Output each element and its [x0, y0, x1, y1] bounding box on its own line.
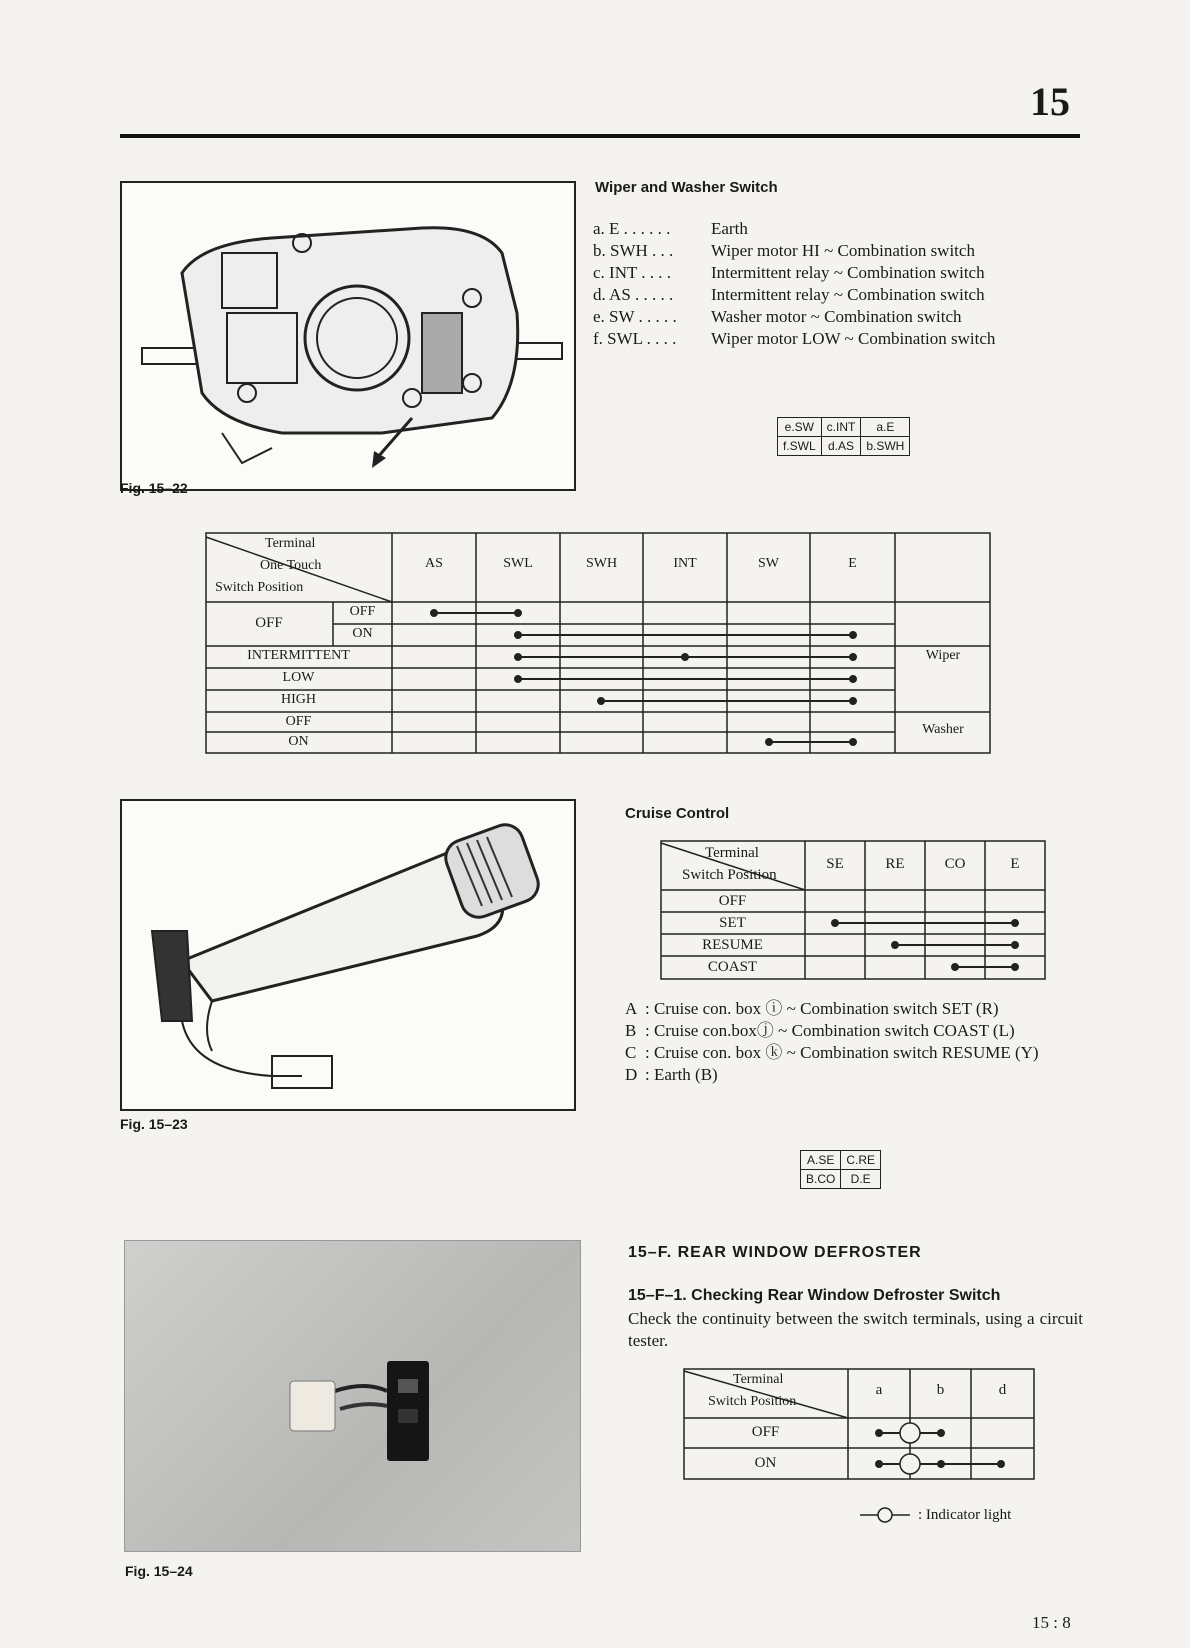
wiper-legend — [593, 218, 995, 350]
defroster-body: Check the continuity between the switch terminals, using a circuit tester. — [628, 1309, 1083, 1350]
column-header: SWL — [503, 556, 533, 571]
header-switch-position: Switch Position — [708, 1394, 797, 1409]
indicator-legend — [860, 1505, 1011, 1525]
figure-combination-switch — [120, 181, 576, 491]
column-header: AS — [425, 556, 443, 571]
column-header: E — [1010, 856, 1020, 872]
column-header: INT — [673, 556, 697, 571]
row-label-off-off: OFF — [349, 604, 376, 619]
page-number: 15 : 8 — [1032, 1613, 1071, 1632]
connector-pin: f.SWL — [778, 437, 822, 456]
figure-caption: Fig. 15–23 — [120, 1116, 188, 1132]
note-text: : Cruise con. box ⓘ ~ Combination switch SET (R) — [645, 999, 999, 1018]
cruise-section-title: Cruise Control — [625, 805, 730, 822]
row-label-intermittent: INTERMITTENT — [247, 648, 350, 663]
column-header: SW — [758, 556, 779, 571]
indicator-legend-text: : Indicator light — [918, 1506, 1012, 1523]
column-header: d — [998, 1382, 1007, 1398]
note-row — [625, 1020, 1085, 1042]
wiper-connector — [777, 417, 910, 456]
header-rule — [120, 134, 1080, 138]
row-label: RESUME — [702, 937, 763, 953]
header-switch-position: Switch Position — [215, 580, 304, 595]
indicator-light-icon — [860, 1505, 910, 1525]
group-label-washer: Washer — [922, 722, 964, 737]
wiper-continuity-table — [205, 532, 991, 754]
legend-key: b. SWH . . . — [593, 241, 674, 260]
header-terminal: Terminal — [705, 845, 759, 861]
note-key: D — [625, 1065, 638, 1084]
column-header: SWH — [585, 556, 618, 571]
cruise-lever-drawing — [122, 801, 574, 1109]
note-text: : Cruise con.boxⓙ ~ Combination switch COAST (L) — [645, 1021, 1015, 1040]
note-key: C — [625, 1043, 637, 1062]
legend-key: a. E . . . . . . — [593, 219, 671, 238]
note-row — [625, 1064, 1085, 1086]
row-label: OFF — [718, 893, 747, 909]
header-one-touch: One Touch — [260, 558, 322, 573]
chapter-number: 15 — [1030, 79, 1070, 124]
row-label-washer-off: OFF — [285, 714, 312, 729]
row-label-off-on: ON — [352, 626, 373, 641]
legend-desc: Wiper motor LOW ~ Combination switch — [711, 329, 996, 348]
column-header: E — [848, 556, 857, 571]
defroster-subsection-title: 15–F–1. Checking Rear Window Defroster Switch — [628, 1287, 1001, 1304]
wiper-section-title: Wiper and Washer Switch — [595, 179, 778, 196]
column-header: a — [875, 1382, 883, 1398]
legend-row — [593, 284, 995, 306]
defroster-switch-drawing — [125, 1241, 580, 1551]
legend-row — [593, 218, 995, 240]
note-key: B — [625, 1021, 637, 1040]
row-label-low: LOW — [282, 670, 315, 685]
legend-desc: Intermittent relay ~ Combination switch — [711, 263, 985, 282]
column-header: CO — [944, 856, 966, 872]
legend-desc: Wiper motor HI ~ Combination switch — [711, 241, 975, 260]
legend-row — [593, 240, 995, 262]
note-key: A — [625, 999, 638, 1018]
connector-pin: d.AS — [821, 437, 861, 456]
header-terminal: Terminal — [265, 536, 316, 551]
cruise-notes — [625, 998, 1085, 1086]
row-label: SET — [719, 915, 746, 931]
connector-pin: B.CO — [801, 1170, 841, 1189]
header-switch-position: Switch Position — [682, 867, 777, 883]
legend-desc: Intermittent relay ~ Combination switch — [711, 285, 985, 304]
note-row — [625, 1042, 1085, 1064]
row-label: COAST — [707, 959, 758, 975]
row-label: ON — [754, 1455, 777, 1471]
figure-defroster-switch-photo — [124, 1240, 581, 1552]
row-label-off: OFF — [255, 615, 283, 631]
column-header: RE — [885, 856, 905, 872]
connector-pin: D.E — [841, 1170, 881, 1189]
row-label-washer-on: ON — [288, 734, 309, 749]
connector-pin: A.SE — [801, 1151, 841, 1170]
header-terminal: Terminal — [733, 1372, 784, 1387]
connector-pin: b.SWH — [861, 437, 910, 456]
legend-key: d. AS . . . . . — [593, 285, 674, 304]
row-label: OFF — [751, 1424, 780, 1440]
combination-switch-drawing — [122, 183, 574, 489]
connector-pin: C.RE — [841, 1151, 881, 1170]
figure-cruise-lever — [120, 799, 576, 1111]
legend-key: f. SWL . . . . — [593, 329, 677, 348]
note-row — [625, 998, 1085, 1020]
defroster-section-title: 15–F. REAR WINDOW DEFROSTER — [628, 1244, 922, 1261]
legend-key: c. INT . . . . — [593, 263, 672, 282]
connector-pin: c.INT — [821, 418, 861, 437]
legend-desc: Earth — [711, 219, 748, 238]
figure-caption: Fig. 15–24 — [125, 1563, 193, 1579]
legend-row — [593, 328, 995, 350]
legend-row — [593, 262, 995, 284]
legend-desc: Washer motor ~ Combination switch — [711, 307, 962, 326]
connector-pin: e.SW — [778, 418, 822, 437]
note-text: : Cruise con. box ⓚ ~ Combination switch RESUME (Y) — [645, 1043, 1039, 1062]
cruise-connector — [800, 1150, 881, 1189]
row-label-high: HIGH — [281, 692, 316, 707]
legend-row — [593, 306, 995, 328]
legend-key: e. SW . . . . . — [593, 307, 677, 326]
defroster-continuity-table — [683, 1368, 1035, 1480]
column-header: SE — [826, 856, 844, 872]
figure-caption: Fig. 15–22 — [120, 480, 188, 496]
cruise-continuity-table — [660, 840, 1046, 980]
column-header: b — [936, 1382, 945, 1398]
connector-pin: a.E — [861, 418, 910, 437]
group-label-wiper: Wiper — [925, 648, 961, 663]
note-text: : Earth (B) — [645, 1065, 718, 1084]
